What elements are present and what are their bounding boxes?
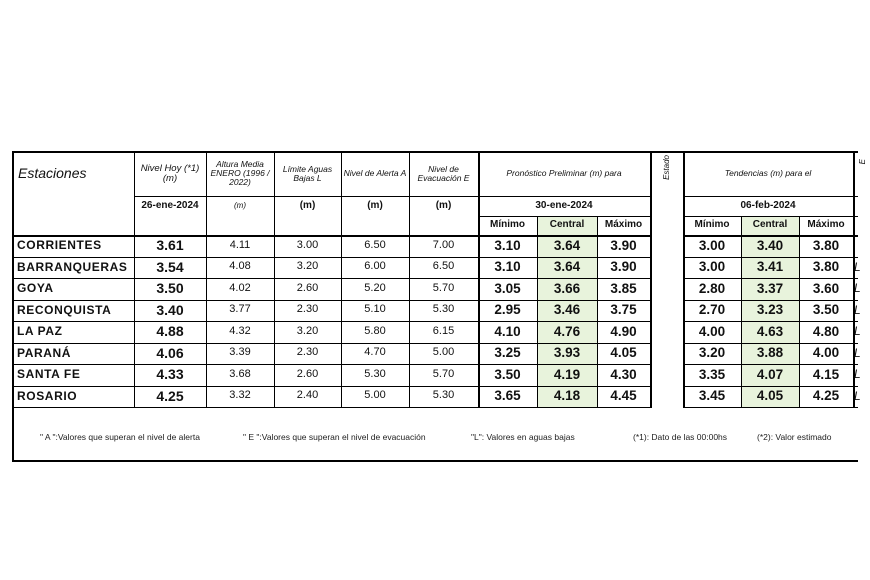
row-altura: 3.77 bbox=[229, 303, 251, 316]
table-left-border bbox=[12, 151, 14, 462]
grid-line bbox=[537, 216, 538, 408]
tendencias-maximo-label: Máximo bbox=[807, 219, 845, 231]
evacuacion-footnote: " E ":Valores que superan el nivel de evacuación bbox=[243, 432, 426, 442]
row-station: ROSARIO bbox=[17, 388, 78, 403]
row-evac: 6.50 bbox=[432, 260, 455, 273]
row-p_max: 4.45 bbox=[610, 388, 637, 404]
row-p_min: 2.95 bbox=[494, 302, 521, 318]
limite-header: Límite Aguas Bajas L bbox=[282, 163, 333, 183]
row-t_max: 3.80 bbox=[812, 237, 840, 253]
row-p_max: 3.90 bbox=[610, 259, 637, 275]
row-p_min: 3.10 bbox=[494, 259, 521, 275]
row-evac: 6.15 bbox=[432, 324, 455, 337]
row-alerta: 6.50 bbox=[364, 238, 386, 251]
grid-line bbox=[12, 235, 650, 237]
tendencias-central-label: Central bbox=[752, 219, 788, 231]
row-t_min: 2.70 bbox=[698, 302, 726, 318]
row-nivel: 3.61 bbox=[156, 237, 184, 254]
alerta-footnote: " A ":Valores que superan el nivel de alerta bbox=[40, 432, 200, 442]
alerta-unit: (m) bbox=[367, 199, 383, 211]
estado-header: Estado bbox=[662, 155, 671, 180]
grid-line bbox=[341, 151, 342, 408]
dato-footnote: (*1): Dato de las 00:00hs bbox=[633, 432, 728, 442]
row-limite: 2.60 bbox=[296, 281, 319, 294]
row-t_cen: 4.05 bbox=[756, 388, 784, 404]
row-altura: 3.32 bbox=[229, 389, 251, 402]
grid-line bbox=[274, 151, 275, 408]
row-p_cen: 3.46 bbox=[553, 302, 581, 318]
grid-line bbox=[683, 364, 858, 365]
row-limite: 2.40 bbox=[296, 389, 319, 402]
row-alerta: 5.10 bbox=[364, 303, 386, 316]
grid-line bbox=[683, 235, 858, 237]
row-edge-status: L bbox=[854, 388, 861, 403]
row-t_cen: 3.41 bbox=[756, 259, 784, 275]
grid-line bbox=[206, 151, 207, 408]
grid-line bbox=[650, 151, 652, 408]
grid-line bbox=[683, 300, 858, 301]
grid-line bbox=[12, 321, 650, 322]
row-station: BARRANQUERAS bbox=[17, 259, 128, 274]
altura-unit: (m) bbox=[234, 200, 246, 210]
estaciones-header: Estaciones bbox=[18, 165, 87, 182]
pronostico-minimo-label: Mínimo bbox=[490, 219, 525, 231]
row-evac: 5.00 bbox=[432, 346, 455, 359]
row-nivel: 4.25 bbox=[156, 387, 184, 404]
row-t_min: 3.00 bbox=[698, 259, 726, 275]
evacuacion-header: Nivel de Evacuación E bbox=[417, 163, 470, 183]
row-station: SANTA FE bbox=[17, 367, 81, 382]
row-alerta: 4.70 bbox=[364, 346, 386, 359]
row-t_min: 3.20 bbox=[698, 345, 726, 361]
row-altura: 4.32 bbox=[229, 324, 251, 337]
row-altura: 4.02 bbox=[229, 281, 251, 294]
row-nivel: 4.88 bbox=[156, 323, 184, 340]
row-p_min: 3.25 bbox=[494, 345, 521, 361]
row-p_cen: 3.93 bbox=[553, 345, 581, 361]
grid-line bbox=[12, 300, 650, 301]
row-altura: 3.68 bbox=[229, 367, 251, 380]
tendencias-minimo-label: Mínimo bbox=[694, 219, 730, 231]
row-t_max: 3.60 bbox=[812, 280, 840, 296]
grid-line bbox=[134, 196, 650, 197]
row-nivel: 3.50 bbox=[156, 280, 184, 297]
row-limite: 3.20 bbox=[296, 324, 319, 337]
estado-header-right: E bbox=[858, 159, 867, 165]
pronostico-date: 30-ene-2024 bbox=[535, 199, 593, 211]
grid-line bbox=[683, 407, 858, 408]
altura-media-header: Altura Media ENERO (1996 / 2022) bbox=[210, 159, 270, 187]
grid-line bbox=[683, 216, 858, 217]
row-alerta: 5.20 bbox=[364, 281, 386, 294]
grid-line bbox=[683, 386, 858, 387]
evac-unit: (m) bbox=[435, 199, 452, 211]
grid-line bbox=[134, 151, 135, 408]
row-nivel: 4.33 bbox=[156, 366, 184, 383]
table-top-border bbox=[12, 151, 858, 153]
pronostico-maximo-label: Máximo bbox=[604, 219, 643, 231]
row-t_min: 4.00 bbox=[698, 323, 726, 339]
row-p_min: 3.65 bbox=[494, 388, 521, 404]
row-p_max: 4.05 bbox=[610, 345, 637, 361]
row-evac: 7.00 bbox=[432, 238, 455, 251]
row-t_max: 4.80 bbox=[812, 323, 840, 339]
grid-line bbox=[12, 278, 650, 279]
row-station: CORRIENTES bbox=[17, 238, 102, 253]
row-station: LA PAZ bbox=[17, 324, 63, 339]
row-p_max: 4.30 bbox=[610, 366, 637, 382]
grid-line bbox=[853, 151, 855, 408]
grid-line bbox=[683, 321, 858, 322]
row-p_cen: 4.19 bbox=[553, 366, 581, 382]
tendencias-header: Tendencias (m) para el bbox=[724, 168, 812, 179]
row-alerta: 5.00 bbox=[364, 389, 386, 402]
pronostico-header: Pronóstico Preliminar (m) para bbox=[506, 168, 622, 179]
row-station: GOYA bbox=[17, 281, 54, 296]
row-limite: 3.20 bbox=[296, 260, 319, 273]
row-alerta: 5.30 bbox=[364, 367, 386, 380]
row-alerta: 6.00 bbox=[364, 260, 386, 273]
row-edge-status: L bbox=[854, 281, 861, 296]
row-p_cen: 3.64 bbox=[553, 237, 581, 253]
row-t_max: 4.25 bbox=[812, 388, 840, 404]
nivel-hoy-header: Nivel Hoy (*1) (m) bbox=[140, 162, 200, 184]
alerta-header: Nivel de Alerta A bbox=[343, 168, 407, 179]
row-nivel: 3.40 bbox=[156, 301, 184, 318]
grid-line bbox=[597, 216, 598, 408]
grid-line bbox=[12, 343, 650, 344]
row-station: PARANÁ bbox=[17, 345, 72, 360]
row-p_min: 4.10 bbox=[494, 323, 521, 339]
row-p_min: 3.50 bbox=[494, 366, 521, 382]
grid-line bbox=[478, 216, 650, 217]
grid-line bbox=[683, 278, 858, 279]
aguas-bajas-footnote: "L": Valores en aguas bajas bbox=[471, 432, 575, 442]
nivel-date: 26-ene-2024 bbox=[141, 199, 199, 211]
row-nivel: 4.06 bbox=[156, 344, 184, 361]
row-p_cen: 3.64 bbox=[553, 259, 581, 275]
row-p_max: 3.90 bbox=[610, 237, 637, 253]
row-p_max: 3.85 bbox=[610, 280, 637, 296]
pronostico-central-label: Central bbox=[549, 219, 585, 231]
row-evac: 5.30 bbox=[432, 303, 455, 316]
limite-unit: (m) bbox=[299, 199, 316, 211]
table-bottom-border bbox=[12, 460, 858, 462]
row-t_max: 4.15 bbox=[812, 366, 840, 382]
row-p_min: 3.10 bbox=[494, 237, 521, 253]
row-limite: 3.00 bbox=[296, 238, 319, 251]
row-p_cen: 4.76 bbox=[553, 323, 581, 339]
row-p_cen: 4.18 bbox=[553, 388, 581, 404]
grid-line bbox=[12, 364, 650, 365]
row-t_max: 3.80 bbox=[812, 259, 840, 275]
row-altura: 4.08 bbox=[229, 260, 251, 273]
row-t_cen: 3.88 bbox=[756, 345, 784, 361]
grid-line bbox=[683, 151, 685, 408]
row-t_cen: 3.37 bbox=[756, 280, 784, 296]
row-alerta: 5.80 bbox=[364, 324, 386, 337]
row-nivel: 3.54 bbox=[156, 258, 184, 275]
row-t_cen: 3.40 bbox=[756, 237, 784, 253]
row-limite: 2.30 bbox=[296, 303, 319, 316]
row-limite: 2.30 bbox=[296, 346, 319, 359]
row-t_cen: 4.07 bbox=[756, 366, 784, 382]
grid-line bbox=[683, 257, 858, 258]
row-station: RECONQUISTA bbox=[17, 302, 112, 317]
row-edge-status: L bbox=[854, 345, 861, 360]
row-t_max: 3.50 bbox=[812, 302, 840, 318]
grid-line bbox=[478, 151, 480, 408]
row-edge-status: L bbox=[854, 302, 861, 317]
row-t_cen: 4.63 bbox=[756, 323, 784, 339]
grid-line bbox=[12, 407, 650, 408]
row-t_min: 2.80 bbox=[698, 280, 726, 296]
row-p_max: 4.90 bbox=[610, 323, 637, 339]
row-t_max: 4.00 bbox=[812, 345, 840, 361]
row-limite: 2.60 bbox=[296, 367, 319, 380]
row-edge-status: L bbox=[854, 259, 861, 274]
grid-line bbox=[799, 216, 800, 408]
grid-line bbox=[683, 343, 858, 344]
row-p_cen: 3.66 bbox=[553, 280, 581, 296]
row-evac: 5.70 bbox=[432, 281, 455, 294]
tendencias-date: 06-feb-2024 bbox=[740, 199, 796, 211]
grid-line bbox=[741, 216, 742, 408]
grid-line bbox=[12, 386, 650, 387]
row-t_min: 3.00 bbox=[698, 237, 726, 253]
estimado-footnote: (*2): Valor estimado bbox=[757, 432, 832, 442]
row-edge-status: L bbox=[854, 367, 861, 382]
row-p_min: 3.05 bbox=[494, 280, 521, 296]
row-p_max: 3.75 bbox=[610, 302, 637, 318]
row-edge-status: L bbox=[854, 324, 861, 339]
grid-line bbox=[409, 151, 410, 408]
grid-line bbox=[12, 257, 650, 258]
row-t_min: 3.45 bbox=[698, 388, 726, 404]
row-evac: 5.70 bbox=[432, 367, 455, 380]
row-altura: 3.39 bbox=[229, 346, 251, 359]
grid-line bbox=[683, 196, 858, 197]
row-altura: 4.11 bbox=[229, 238, 251, 251]
row-t_cen: 3.23 bbox=[756, 302, 784, 318]
row-t_min: 3.35 bbox=[698, 366, 726, 382]
row-edge-status bbox=[854, 235, 870, 257]
row-evac: 5.30 bbox=[432, 389, 455, 402]
